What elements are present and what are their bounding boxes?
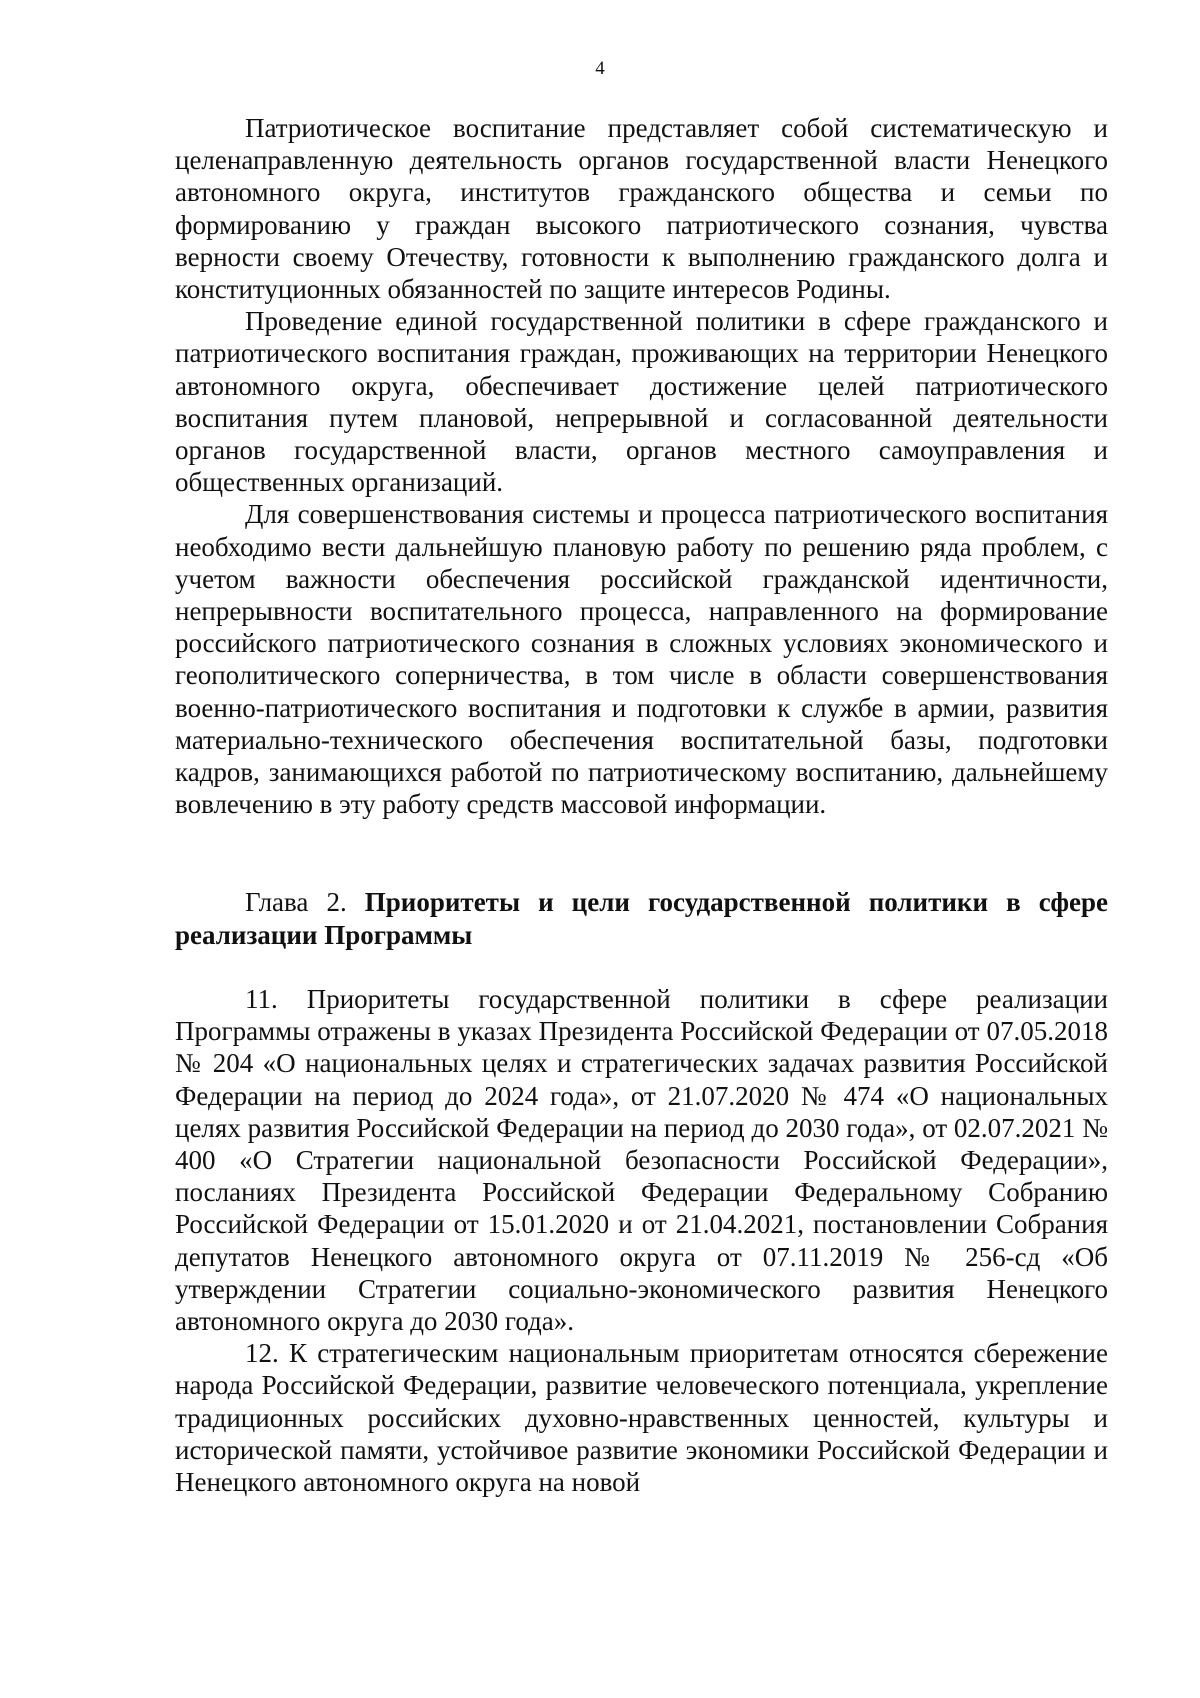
page-number: 4 bbox=[595, 58, 605, 79]
paragraph: 12. К стратегическим национальным приоритетам относятся сбережение народа Российской Федерации, развитие человеческого потенциала, укрепление традиционных российских духовно-нравственных ценностей, культуры и исторической памяти, устойчивое развитие экономики Российской Федерации и Ненецкого автономного округа на новой bbox=[175, 1338, 1108, 1498]
paragraph: 11. Приоритеты государственной политики в сфере реализации Программы отражены в указах Президента Российской Федерации от 07.05.2018 № 204 «О национальных целях и стратегических задачах развития Российской Федерации на период до 2024 года», от 21.07.2020 № 474 «О национальных целях развития Российской Федерации на период до 2030 года», от 02.07.2021 № 400 «О Стратегии национальной безопасности Российской Федерации», посланиях Президента Российской Федерации Федеральному Собранию Российской Федерации от 15.01.2020 и от 21.04.2021, постановлении Собрания депутатов Ненецкого автономного округа от 07.11.2019 № 256-сд «Об утверждении Стратегии социально-экономического развития Ненецкого автономного округа до 2030 года». bbox=[175, 984, 1108, 1337]
section-2 bbox=[175, 983, 1108, 1498]
section-1 bbox=[175, 112, 1108, 820]
paragraph: Проведение единой государственной политики в сфере гражданского и патриотического воспитания граждан, проживающих на территории Ненецкого автономного округа, обеспечивает достижение целей патриотического воспитания путем плановой, непрерывной и согласованной деятельности органов государственной власти, органов местного самоуправления и общественных организаций. bbox=[175, 306, 1108, 498]
chapter-heading bbox=[175, 886, 1108, 952]
paragraph: Патриотическое воспитание представляет собой систематическую и целенаправленную деятельность органов государственной власти Ненецкого автономного округа, институтов гражданского общества и семьи по формированию у граждан высокого патриотического сознания, чувства верности своему Отечеству, готовности к выполнению гражданского долга и конституционных обязанностей по защите интересов Родины. bbox=[175, 113, 1108, 305]
paragraph: Для совершенствования системы и процесса патриотического воспитания необходимо вести дальнейшую плановую работу по решению ряда проблем, с учетом важности обеспечения российской гражданской идентичности, непрерывности воспитательного процесса, направленного на формирование российского патриотического сознания в сложных условиях экономического и геополитического соперничества, в том числе в области совершенствования военно-патриотического воспитания и подготовки к службе в армии, развития материально-технического обеспечения воспитательной базы, подготовки кадров, занимающихся работой по патриотическому воспитанию, дальнейшему вовлечению в эту работу средств массовой информации. bbox=[175, 499, 1108, 820]
chapter-title: Приоритеты и цели государственной политики в сфере реализации Программы bbox=[175, 887, 1109, 950]
chapter-heading-block bbox=[175, 886, 1108, 952]
chapter-prefix: Глава 2. bbox=[245, 887, 347, 917]
